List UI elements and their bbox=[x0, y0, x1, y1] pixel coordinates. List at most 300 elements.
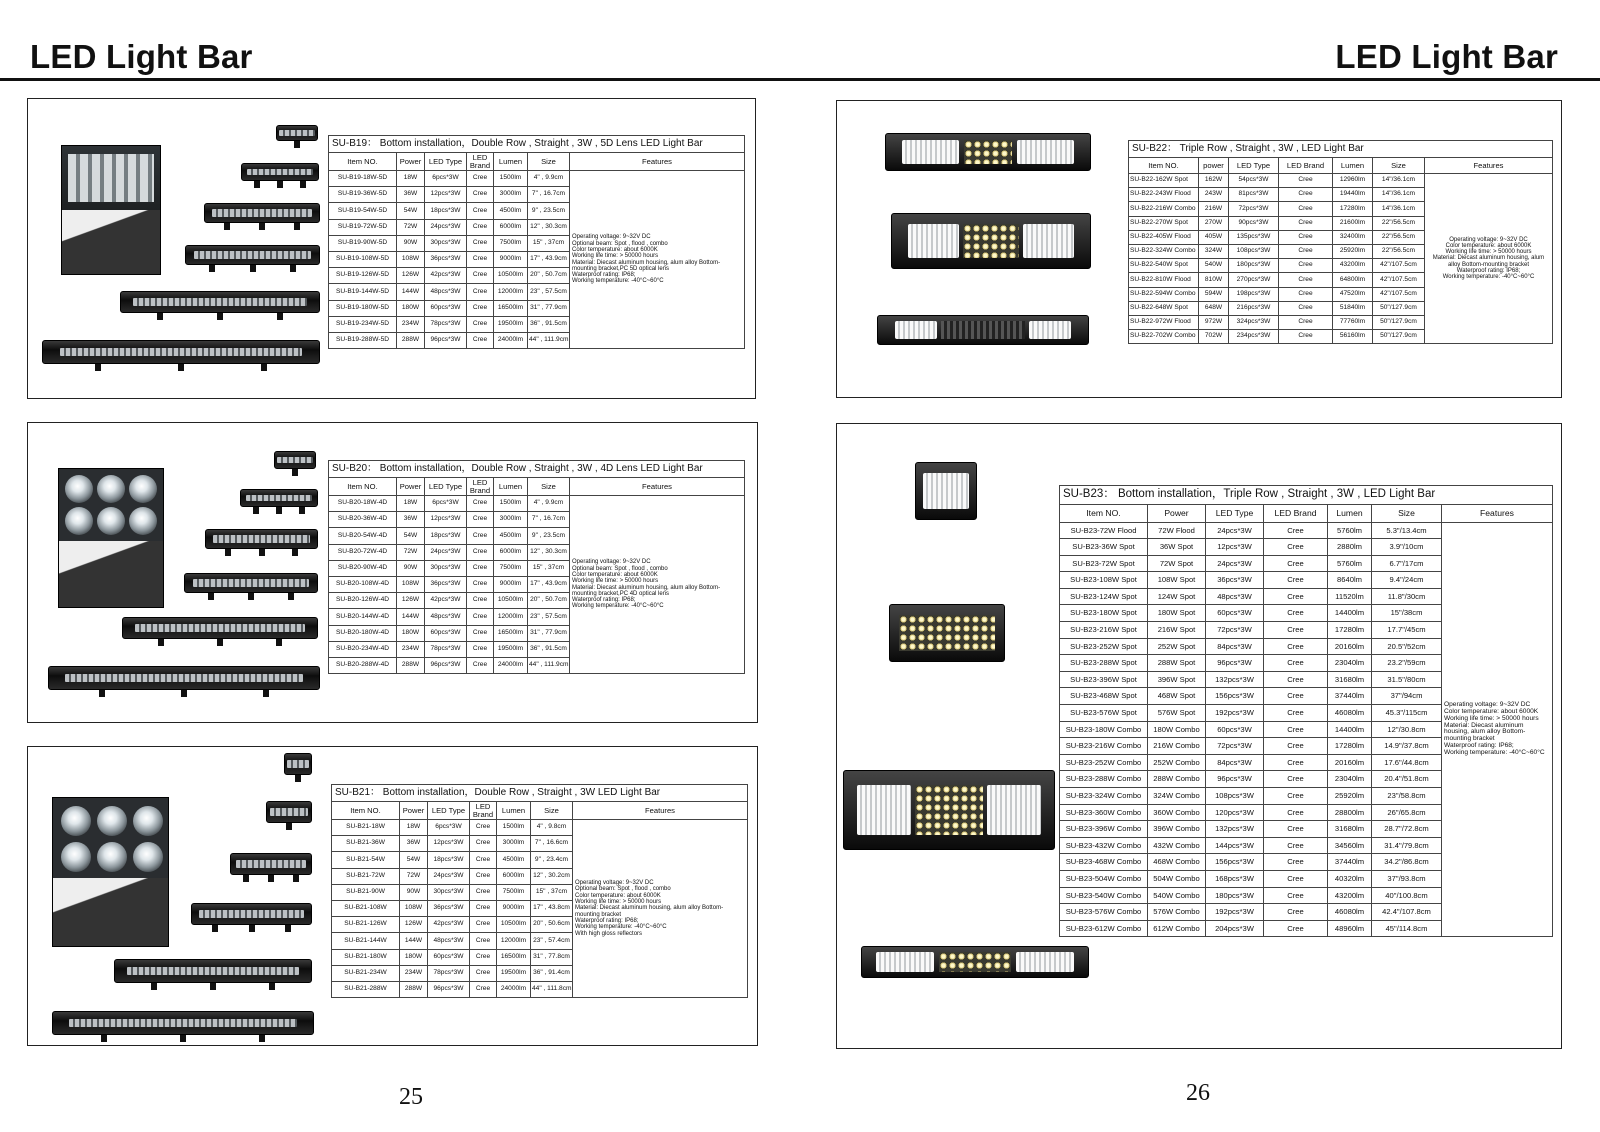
mounting-foot bbox=[224, 223, 230, 230]
table-cell: SU-B19-108W-5D bbox=[329, 251, 397, 267]
table-cell: Cree bbox=[467, 251, 494, 267]
table-cell: SU-B23-288W Spot bbox=[1060, 655, 1148, 672]
table-cell: 12pcs*3W bbox=[425, 187, 467, 203]
column-header: Features bbox=[570, 153, 745, 171]
table-cell: 45"/114.8cm bbox=[1372, 920, 1442, 937]
table-cell: 180W bbox=[397, 625, 425, 641]
table-cell: 77760lm bbox=[1333, 315, 1373, 329]
table-cell: 43200lm bbox=[1328, 887, 1372, 904]
table-cell: 1500lm bbox=[494, 496, 528, 512]
table-cell: 216W bbox=[1199, 202, 1229, 216]
mounting-foot bbox=[225, 549, 231, 556]
table-cell: 3000lm bbox=[494, 512, 528, 528]
table-cell: 24000lm bbox=[494, 657, 528, 673]
table-cell: 23" , 57.5cm bbox=[528, 609, 570, 625]
table-caption: SU-B22： Triple Row , Straight , 3W , LED Light Bar bbox=[1128, 140, 1553, 157]
table-cell: 396W Spot bbox=[1148, 671, 1206, 688]
features-cell: Operating voltage: 9~32V DC Optional beam: Spot , flood , combo Color temperature: about 6000K Working life time: > 50000 hours Material: Diecast aluminum housing, alum alloy Bottom-mounting bracket Waterproof rating: IP68; Working temperature: -40°C~60°C With high gloss reflectors bbox=[573, 820, 748, 998]
table-cell: Cree bbox=[1264, 671, 1328, 688]
table-cell: 31680lm bbox=[1328, 821, 1372, 838]
table-cell: 36pcs*3W bbox=[428, 900, 470, 916]
table-cell: 36W bbox=[397, 512, 425, 528]
table-cell: SU-B21-72W bbox=[332, 868, 400, 884]
table-cell: 405W bbox=[1199, 230, 1229, 244]
spec-table-b21 bbox=[331, 784, 748, 998]
table-cell: 4" , 9.9cm bbox=[528, 171, 570, 187]
table-cell: 72W bbox=[400, 868, 428, 884]
light-bar-image bbox=[122, 617, 318, 639]
table-cell: 192pcs*3W bbox=[1206, 904, 1264, 921]
table-cell: 18pcs*3W bbox=[428, 852, 470, 868]
table-cell: 504W Combo bbox=[1148, 870, 1206, 887]
table-cell: 23" , 57.5cm bbox=[528, 284, 570, 300]
table-cell: 24000lm bbox=[497, 981, 531, 997]
table-cell: 324W Combo bbox=[1148, 788, 1206, 805]
table-cell: 22"/56.5cm bbox=[1373, 216, 1425, 230]
table-cell: 34.2"/86.8cm bbox=[1372, 854, 1442, 871]
table-cell: 14"/36.1cm bbox=[1373, 202, 1425, 216]
panel-b23 bbox=[836, 423, 1562, 1049]
table-cell: 108W Spot bbox=[1148, 572, 1206, 589]
table-cell: 3.9"/10cm bbox=[1372, 539, 1442, 556]
light-bar-image bbox=[266, 801, 312, 823]
table-cell: 180W Combo bbox=[1148, 721, 1206, 738]
table-cell: SU-B23-216W Combo bbox=[1060, 738, 1148, 755]
table-cell: 22"/56.5cm bbox=[1373, 244, 1425, 258]
mounting-foot bbox=[277, 181, 283, 188]
table-cell: 46080lm bbox=[1328, 904, 1372, 921]
table-cell: 78pcs*3W bbox=[425, 641, 467, 657]
table-cell: 60pcs*3W bbox=[425, 625, 467, 641]
table-cell: SU-B23-180W Combo bbox=[1060, 721, 1148, 738]
table-cell: 37"/94cm bbox=[1372, 688, 1442, 705]
table-cell: 468W Combo bbox=[1148, 854, 1206, 871]
table-cell: 42"/107.5cm bbox=[1373, 273, 1425, 287]
table-cell: 20" , 50.7cm bbox=[528, 593, 570, 609]
column-header: power bbox=[1199, 158, 1229, 174]
table-cell: Cree bbox=[1279, 188, 1333, 202]
table-cell: 96pcs*3W bbox=[1206, 771, 1264, 788]
table-cell: 144W bbox=[400, 933, 428, 949]
table-cell: 31.5"/80cm bbox=[1372, 671, 1442, 688]
table-cell: 6000lm bbox=[494, 544, 528, 560]
table-cell: 42"/107.5cm bbox=[1373, 287, 1425, 301]
table-cell: 72pcs*3W bbox=[1206, 622, 1264, 639]
column-header: Power bbox=[397, 478, 425, 496]
table-cell: SU-B23-396W Spot bbox=[1060, 671, 1148, 688]
table-cell: SU-B23-576W Combo bbox=[1060, 904, 1148, 921]
table-cell: Cree bbox=[467, 332, 494, 348]
mounting-foot bbox=[181, 690, 187, 697]
table-cell: SU-B19-72W-5D bbox=[329, 219, 397, 235]
table-cell: SU-B23-252W Spot bbox=[1060, 638, 1148, 655]
table-cell: 1500lm bbox=[494, 171, 528, 187]
table-cell: 5.3"/13.4cm bbox=[1372, 522, 1442, 539]
table-cell: 12000lm bbox=[497, 933, 531, 949]
table-cell: 90W bbox=[397, 235, 425, 251]
table-cell: 15" , 37cm bbox=[528, 560, 570, 576]
light-bar-image bbox=[284, 753, 312, 775]
table-cell: SU-B21-144W bbox=[332, 933, 400, 949]
table-cell: 108pcs*3W bbox=[1229, 244, 1279, 258]
page-number-right: 26 bbox=[1186, 1080, 1210, 1106]
table-cell: 72pcs*3W bbox=[1206, 738, 1264, 755]
table-cell: 60pcs*3W bbox=[1206, 605, 1264, 622]
table-cell: Cree bbox=[1264, 688, 1328, 705]
table-cell: 17.7"/45cm bbox=[1372, 622, 1442, 639]
table-caption: SU-B21： Bottom installation，Double Row , Straight , 3W LED Light Bar bbox=[331, 784, 748, 801]
table-cell: 42.4"/107.8cm bbox=[1372, 904, 1442, 921]
table-cell: Cree bbox=[1279, 330, 1333, 344]
table-cell: 972W bbox=[1199, 315, 1229, 329]
column-header: Features bbox=[1425, 158, 1553, 174]
table-cell: 9000lm bbox=[497, 900, 531, 916]
table-cell: Cree bbox=[467, 609, 494, 625]
table-cell: SU-B20-54W-4D bbox=[329, 528, 397, 544]
table-cell: 576W Spot bbox=[1148, 705, 1206, 722]
table-cell: SU-B22-216W Combo bbox=[1129, 202, 1199, 216]
table-cell: SU-B23-540W Combo bbox=[1060, 887, 1148, 904]
table-cell: Cree bbox=[1264, 705, 1328, 722]
table-cell: 10500lm bbox=[494, 593, 528, 609]
table-cell: 31680lm bbox=[1328, 671, 1372, 688]
table-cell: 18W bbox=[397, 496, 425, 512]
table-cell: Cree bbox=[467, 300, 494, 316]
features-cell: Operating voltage: 9~32V DC Color temperature: about 6000K Working life time: > 50000 hours Material: Diecast aluminum housing, alum alloy Bottom-mounting bracket Waterproof rating: IP68; Working temperature: -40°C~60°C bbox=[1442, 522, 1553, 937]
table-cell: Cree bbox=[467, 560, 494, 576]
table-cell: 96pcs*3W bbox=[425, 657, 467, 673]
table-cell: 36W Spot bbox=[1148, 539, 1206, 556]
light-bar-image bbox=[204, 203, 320, 223]
table-cell: Cree bbox=[1264, 804, 1328, 821]
table-cell: Cree bbox=[467, 641, 494, 657]
table-cell: SU-B21-90W bbox=[332, 884, 400, 900]
table-cell: 16500lm bbox=[497, 949, 531, 965]
table-cell: 20.5"/52cm bbox=[1372, 638, 1442, 655]
table-cell: SU-B22-594W Combo bbox=[1129, 287, 1199, 301]
table-cell: Cree bbox=[1264, 539, 1328, 556]
table-cell: 198pcs*3W bbox=[1229, 287, 1279, 301]
table-cell: 12" , 30.2cm bbox=[531, 868, 573, 884]
column-header: Power bbox=[397, 153, 425, 171]
table-cell: Cree bbox=[467, 187, 494, 203]
column-header: LED Brand bbox=[1264, 504, 1328, 522]
table-cell: SU-B23-504W Combo bbox=[1060, 870, 1148, 887]
table-cell: SU-B23-36W Spot bbox=[1060, 539, 1148, 556]
table-cell: 36" , 91.5cm bbox=[528, 641, 570, 657]
column-header: Features bbox=[570, 478, 745, 496]
mounting-foot bbox=[95, 364, 101, 371]
column-header: LED Brand bbox=[467, 153, 494, 171]
table-cell: 270W bbox=[1199, 216, 1229, 230]
table-cell: 90W bbox=[400, 884, 428, 900]
light-bar-image bbox=[184, 573, 318, 593]
lens-closeup-photo bbox=[61, 145, 161, 275]
table-cell: 36pcs*3W bbox=[425, 251, 467, 267]
table-cell: 72pcs*3W bbox=[1229, 202, 1279, 216]
table-cell: 6pcs*3W bbox=[428, 820, 470, 836]
table-cell: 9" , 23.4cm bbox=[531, 852, 573, 868]
left-page-title: LED Light Bar bbox=[30, 38, 253, 75]
table-cell: Cree bbox=[470, 965, 497, 981]
table-cell: 15" , 37cm bbox=[531, 884, 573, 900]
table-cell: Cree bbox=[1264, 754, 1328, 771]
table-cell: SU-B20-234W-4D bbox=[329, 641, 397, 657]
table-cell: SU-B23-252W Combo bbox=[1060, 754, 1148, 771]
table-cell: SU-B22-540W Spot bbox=[1129, 259, 1199, 273]
table-cell: 4" , 9.9cm bbox=[528, 496, 570, 512]
table-cell: 9000lm bbox=[494, 251, 528, 267]
features-cell: Operating voltage: 9~32V DC Color temperature: about 6000K Working life time: > 50000 hours Material: Diecast aluminum housing, alum alloy Bottom-mounting bracket Waterproof rating: IP68; Working temperature: -40°C~60°C bbox=[1425, 174, 1553, 344]
table-cell: Cree bbox=[1264, 920, 1328, 937]
mounting-foot bbox=[158, 639, 164, 646]
table-cell: 324pcs*3W bbox=[1229, 315, 1279, 329]
table-cell: 7" , 16.6cm bbox=[531, 836, 573, 852]
table-cell: 288W Combo bbox=[1148, 771, 1206, 788]
column-header: LED Type bbox=[425, 153, 467, 171]
table-cell: 540W bbox=[1199, 259, 1229, 273]
column-header: LED Brand bbox=[470, 802, 497, 820]
table-cell: 18pcs*3W bbox=[425, 528, 467, 544]
table-cell: 7500lm bbox=[494, 560, 528, 576]
table-cell: Cree bbox=[470, 900, 497, 916]
table-cell: Cree bbox=[1264, 837, 1328, 854]
table-cell: SU-B19-18W-5D bbox=[329, 171, 397, 187]
table-cell: 12pcs*3W bbox=[428, 836, 470, 852]
mounting-foot bbox=[292, 549, 298, 556]
table-cell: 9" , 23.5cm bbox=[528, 203, 570, 219]
table-row bbox=[329, 171, 745, 187]
light-bar-image bbox=[114, 959, 312, 983]
table-row bbox=[1129, 174, 1553, 188]
table-cell: SU-B22-702W Combo bbox=[1129, 330, 1199, 344]
table-cell: 126W bbox=[397, 268, 425, 284]
table-cell: 144pcs*3W bbox=[1206, 837, 1264, 854]
triple-row-light-bar-image bbox=[891, 213, 1091, 269]
table-cell: 30pcs*3W bbox=[425, 235, 467, 251]
table-cell: Cree bbox=[470, 868, 497, 884]
table-cell: 12pcs*3W bbox=[425, 512, 467, 528]
table-cell: 31" , 77.8cm bbox=[531, 949, 573, 965]
table-cell: Cree bbox=[1279, 230, 1333, 244]
table-cell: 42pcs*3W bbox=[428, 917, 470, 933]
mounting-foot bbox=[157, 313, 163, 320]
table-cell: Cree bbox=[467, 528, 494, 544]
mounting-foot bbox=[300, 181, 306, 188]
table-cell: Cree bbox=[1264, 721, 1328, 738]
table-cell: Cree bbox=[1264, 555, 1328, 572]
table-cell: 10500lm bbox=[497, 917, 531, 933]
table-cell: 23.2"/59cm bbox=[1372, 655, 1442, 672]
table-cell: 36" , 91.5cm bbox=[528, 316, 570, 332]
table-cell: SU-B19-288W-5D bbox=[329, 332, 397, 348]
table-cell: 270pcs*3W bbox=[1229, 273, 1279, 287]
table-cell: SU-B22-270W Spot bbox=[1129, 216, 1199, 230]
table-cell: SU-B23-360W Combo bbox=[1060, 804, 1148, 821]
table-cell: Cree bbox=[1279, 202, 1333, 216]
table-cell: 40"/100.8cm bbox=[1372, 887, 1442, 904]
mounting-foot bbox=[277, 313, 283, 320]
table-cell: 120pcs*3W bbox=[1206, 804, 1264, 821]
column-header: LED Brand bbox=[467, 478, 494, 496]
table-cell: 12pcs*3W bbox=[1206, 539, 1264, 556]
table-cell: 31.4"/79.8cm bbox=[1372, 837, 1442, 854]
mounting-foot bbox=[299, 507, 305, 514]
table-cell: 19500lm bbox=[497, 965, 531, 981]
column-header: Lumen bbox=[1328, 504, 1372, 522]
triple-row-light-bar-image bbox=[861, 946, 1089, 978]
table-cell: 156pcs*3W bbox=[1206, 688, 1264, 705]
table-cell: 204pcs*3W bbox=[1206, 920, 1264, 937]
table-cell: 9.4"/24cm bbox=[1372, 572, 1442, 589]
table-cell: 54W bbox=[400, 852, 428, 868]
column-header: Lumen bbox=[494, 153, 528, 171]
table-cell: SU-B20-18W-4D bbox=[329, 496, 397, 512]
table-cell: 34560lm bbox=[1328, 837, 1372, 854]
table-cell: SU-B23-72W Flood bbox=[1060, 522, 1148, 539]
table-cell: SU-B21-288W bbox=[332, 981, 400, 997]
table-cell: Cree bbox=[1264, 605, 1328, 622]
table-cell: 24pcs*3W bbox=[1206, 522, 1264, 539]
table-cell: 96pcs*3W bbox=[1206, 655, 1264, 672]
spec-table-b22 bbox=[1128, 140, 1553, 344]
table-cell: 25920lm bbox=[1328, 788, 1372, 805]
table-cell: 126W bbox=[400, 917, 428, 933]
table-cell: SU-B20-180W-4D bbox=[329, 625, 397, 641]
table-cell: 72W Flood bbox=[1148, 522, 1206, 539]
table-cell: 17.6"/44.8cm bbox=[1372, 754, 1442, 771]
table-cell: SU-B21-18W bbox=[332, 820, 400, 836]
table-cell: 108W bbox=[397, 251, 425, 267]
table-cell: Cree bbox=[1264, 854, 1328, 871]
table-cell: 60pcs*3W bbox=[425, 300, 467, 316]
column-header: LED Type bbox=[428, 802, 470, 820]
table-cell: 78pcs*3W bbox=[425, 316, 467, 332]
table-cell: 7500lm bbox=[494, 235, 528, 251]
mounting-foot bbox=[243, 875, 249, 882]
column-header: Item NO. bbox=[1129, 158, 1199, 174]
table-cell: SU-B23-108W Spot bbox=[1060, 572, 1148, 589]
table-cell: 810W bbox=[1199, 273, 1229, 287]
table-cell: 702W bbox=[1199, 330, 1229, 344]
table-cell: 90pcs*3W bbox=[1229, 216, 1279, 230]
table-cell: SU-B19-180W-5D bbox=[329, 300, 397, 316]
column-header: LED Type bbox=[1206, 504, 1264, 522]
column-header: Item NO. bbox=[332, 802, 400, 820]
table-cell: 594W bbox=[1199, 287, 1229, 301]
table-cell: 132pcs*3W bbox=[1206, 821, 1264, 838]
panel-b19 bbox=[27, 98, 756, 399]
table-cell: Cree bbox=[1279, 259, 1333, 273]
mounting-foot bbox=[261, 364, 267, 371]
table-cell: SU-B21-36W bbox=[332, 836, 400, 852]
table-cell: 90W bbox=[397, 560, 425, 576]
mounting-foot bbox=[178, 364, 184, 371]
lens-closeup-photo bbox=[52, 797, 169, 947]
column-header: Size bbox=[528, 153, 570, 171]
table-cell: 540W Combo bbox=[1148, 887, 1206, 904]
table-cell: Cree bbox=[1264, 572, 1328, 589]
table-cell: 6000lm bbox=[497, 868, 531, 884]
table-cell: 17280lm bbox=[1328, 622, 1372, 639]
table-cell: 24pcs*3W bbox=[1206, 555, 1264, 572]
table-cell: Cree bbox=[467, 316, 494, 332]
table-cell: 37440lm bbox=[1328, 854, 1372, 871]
mounting-foot bbox=[209, 265, 215, 272]
column-header: LED Type bbox=[1229, 158, 1279, 174]
table-cell: 20.4"/51.8cm bbox=[1372, 771, 1442, 788]
table-cell: 48pcs*3W bbox=[425, 284, 467, 300]
table-cell: 288W bbox=[400, 981, 428, 997]
mounting-foot bbox=[276, 507, 282, 514]
table-row bbox=[329, 496, 745, 512]
table-cell: 216W Combo bbox=[1148, 738, 1206, 755]
table-cell: 6000lm bbox=[494, 219, 528, 235]
table-cell: 168pcs*3W bbox=[1206, 870, 1264, 887]
table-cell: 72W bbox=[397, 219, 425, 235]
column-header: LED Brand bbox=[1279, 158, 1333, 174]
table-cell: Cree bbox=[470, 820, 497, 836]
column-header: Lumen bbox=[1333, 158, 1373, 174]
table-cell: 9" , 23.5cm bbox=[528, 528, 570, 544]
table-caption: SU-B19： Bottom installation，Double Row , Straight , 3W , 5D Lens LED Light Bar bbox=[328, 135, 745, 152]
table-cell: 4500lm bbox=[494, 203, 528, 219]
table-cell: 144W bbox=[397, 609, 425, 625]
table-cell: 28800lm bbox=[1328, 804, 1372, 821]
mounting-foot bbox=[290, 265, 296, 272]
table-row bbox=[1060, 522, 1553, 539]
table-cell: Cree bbox=[467, 496, 494, 512]
table-cell: 8640lm bbox=[1328, 572, 1372, 589]
table-cell: 4500lm bbox=[494, 528, 528, 544]
table-cell: Cree bbox=[467, 284, 494, 300]
table-cell: 234W bbox=[400, 965, 428, 981]
table-cell: 44" , 111.8cm bbox=[531, 981, 573, 997]
column-header: Item NO. bbox=[329, 478, 397, 496]
table-cell: Cree bbox=[470, 981, 497, 997]
table-cell: 132pcs*3W bbox=[1206, 671, 1264, 688]
table-cell: SU-B20-108W-4D bbox=[329, 576, 397, 592]
table-caption: SU-B20： Bottom installation，Double Row , Straight , 3W , 4D Lens LED Light Bar bbox=[328, 460, 745, 477]
table-cell: 25920lm bbox=[1333, 244, 1373, 258]
table-cell: 234W bbox=[397, 316, 425, 332]
table-cell: 30pcs*3W bbox=[428, 884, 470, 900]
table-cell: SU-B20-90W-4D bbox=[329, 560, 397, 576]
table-cell: Cree bbox=[1279, 315, 1333, 329]
table-cell: Cree bbox=[467, 512, 494, 528]
column-header: Item NO. bbox=[1060, 504, 1148, 522]
table-cell: 162W bbox=[1199, 174, 1229, 188]
table-cell: Cree bbox=[467, 203, 494, 219]
table-cell: 81pcs*3W bbox=[1229, 188, 1279, 202]
table-cell: 47520lm bbox=[1333, 287, 1373, 301]
table-caption: SU-B23： Bottom installation，Triple Row , Straight , 3W , LED Light Bar bbox=[1059, 485, 1553, 504]
table-cell: 2880lm bbox=[1328, 539, 1372, 556]
panel-b20 bbox=[27, 422, 758, 723]
triple-row-light-bar-image bbox=[889, 604, 1005, 662]
table-cell: 468W Spot bbox=[1148, 688, 1206, 705]
table-cell: Cree bbox=[470, 949, 497, 965]
table-cell: SU-B23-216W Spot bbox=[1060, 622, 1148, 639]
table-cell: 4" , 9.8cm bbox=[531, 820, 573, 836]
table-cell: SU-B23-180W Spot bbox=[1060, 605, 1148, 622]
table-row bbox=[332, 820, 748, 836]
table-cell: 124W Spot bbox=[1148, 588, 1206, 605]
table-cell: Cree bbox=[467, 544, 494, 560]
spec-table-b23 bbox=[1059, 485, 1553, 937]
features-cell: Operating voltage: 9~32V DC Optional beam: Spot , flood , combo Color temperature: about 6000K Working life time: > 50000 hours Material: Diecast aluminum housing, alum alloy Bottom-mounting bracket,PC 5D optical lens Waterproof rating: IP68; Working temperature: -40°C~60°C bbox=[570, 171, 745, 349]
table-cell: 7" , 16.7cm bbox=[528, 512, 570, 528]
